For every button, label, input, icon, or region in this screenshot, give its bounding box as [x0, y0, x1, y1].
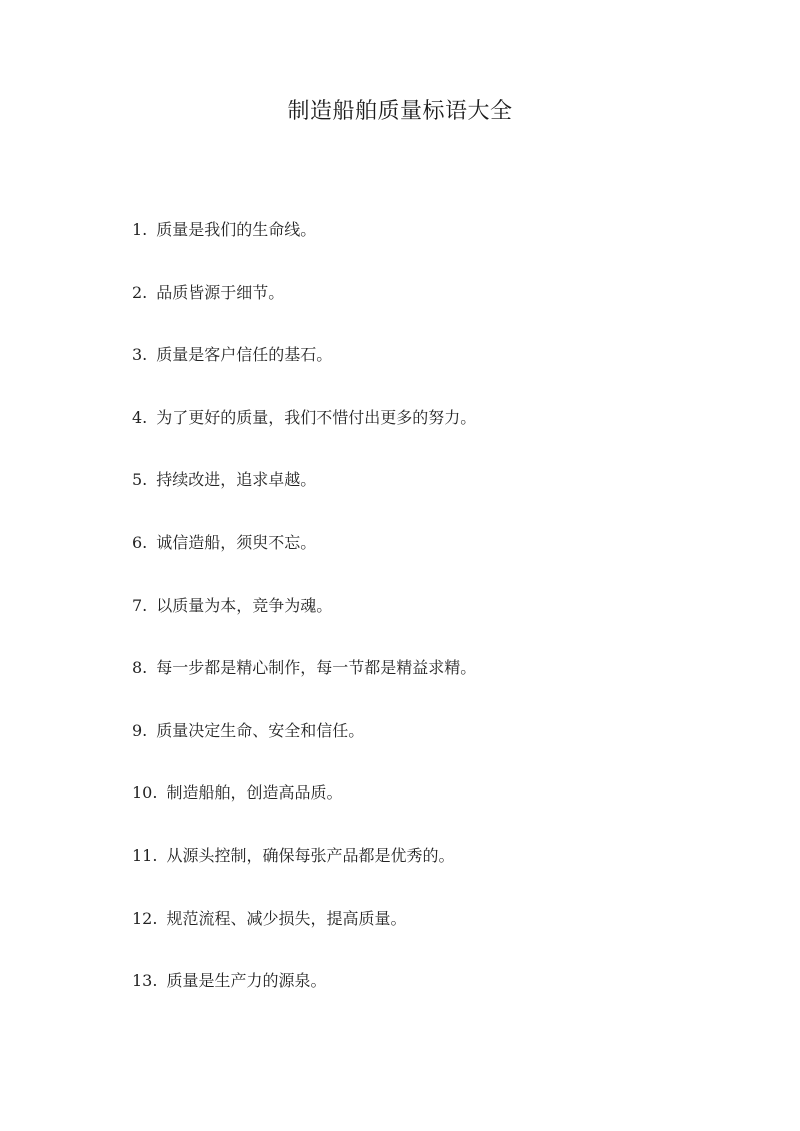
item-text: 为了更好的质量，我们不惜付出更多的努力。 — [156, 407, 477, 427]
list-item — [132, 526, 476, 589]
item-text: 诚信造船，须臾不忘。 — [156, 532, 317, 552]
item-text: 质量是生产力的源泉。 — [166, 971, 327, 991]
item-text: 品质皆源于细节。 — [156, 282, 285, 302]
item-text: 从源头控制，确保每张产品都是优秀的。 — [166, 845, 455, 865]
list-item — [132, 776, 476, 839]
list-item — [132, 902, 476, 965]
list-item — [132, 338, 476, 401]
item-number: 5. — [132, 470, 148, 490]
item-text: 质量是我们的生命线。 — [156, 220, 317, 239]
list-item — [132, 839, 476, 902]
item-number: 4. — [132, 407, 148, 427]
item-number: 12. — [132, 908, 158, 928]
item-number: 2. — [132, 282, 148, 302]
document-title: 制造船舶质量标语大全 — [287, 99, 513, 124]
item-text: 制造船舶，创造高品质。 — [166, 783, 343, 803]
list-item — [132, 401, 476, 464]
list-item — [132, 651, 476, 714]
item-text: 质量是客户信任的基石。 — [156, 345, 333, 365]
list-item — [132, 276, 476, 339]
list-item — [132, 589, 476, 652]
list-item — [132, 964, 476, 1027]
item-number: 11. — [132, 845, 158, 865]
item-text: 规范流程、减少损失，提高质量。 — [166, 908, 407, 928]
item-text: 每一步都是精心制作，每一节都是精益求精。 — [156, 658, 477, 678]
item-number: 13. — [132, 971, 158, 991]
item-number: 3. — [132, 345, 148, 365]
item-text: 以质量为本，竞争为魂。 — [156, 595, 333, 615]
item-number: 1. — [132, 220, 148, 239]
item-text: 质量决定生命、安全和信任。 — [156, 720, 365, 740]
list-item — [132, 463, 476, 526]
item-number: 9. — [132, 720, 148, 740]
item-number: 7. — [132, 595, 148, 615]
list-item — [132, 714, 476, 777]
item-text: 持续改进，追求卓越。 — [156, 470, 317, 490]
slogan-list — [132, 213, 476, 1027]
item-number: 8. — [132, 658, 148, 678]
item-number: 10. — [132, 783, 158, 803]
list-item — [132, 213, 476, 276]
item-number: 6. — [132, 532, 148, 552]
